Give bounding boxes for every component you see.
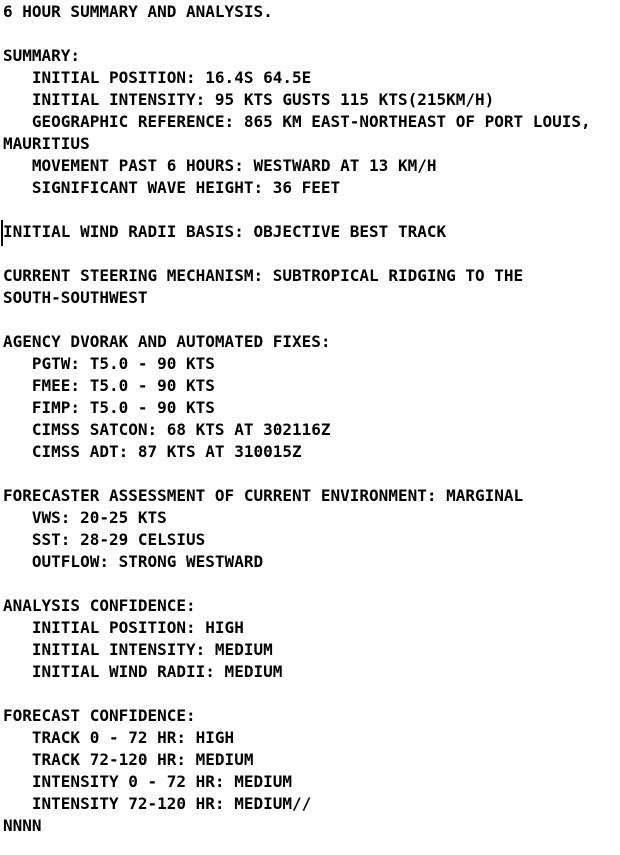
text-line	[3, 683, 616, 705]
text-line	[3, 463, 616, 485]
text-line	[3, 243, 616, 265]
text-line	[3, 199, 616, 221]
text-line: TRACK 72-120 HR: MEDIUM	[3, 750, 254, 769]
text-line: FIMP: T5.0 - 90 KTS	[3, 398, 215, 417]
text-line: FMEE: T5.0 - 90 KTS	[3, 376, 215, 395]
text-line: AGENCY DVORAK AND AUTOMATED FIXES:	[3, 332, 331, 351]
text-line: VWS: 20-25 KTS	[3, 508, 167, 527]
text-line: MAURITIUS	[3, 134, 90, 153]
text-line: CURRENT STEERING MECHANISM: SUBTROPICAL RIDGING TO THE	[3, 266, 524, 285]
text-line: 6 HOUR SUMMARY AND ANALYSIS.	[3, 2, 273, 21]
text-line: PGTW: T5.0 - 90 KTS	[3, 354, 215, 373]
text-line: SIGNIFICANT WAVE HEIGHT: 36 FEET	[3, 178, 341, 197]
text-line: OUTFLOW: STRONG WESTWARD	[3, 552, 264, 571]
text-line: INTENSITY 72-120 HR: MEDIUM//	[3, 794, 312, 813]
text-line: NNNN	[3, 816, 42, 835]
text-line: CIMSS SATCON: 68 KTS AT 302116Z	[3, 420, 331, 439]
text-line: ANALYSIS CONFIDENCE:	[3, 596, 196, 615]
text-line: GEOGRAPHIC REFERENCE: 865 KM EAST-NORTHEAST OF PORT LOUIS,	[3, 112, 591, 131]
text-line: CIMSS ADT: 87 KTS AT 310015Z	[3, 442, 302, 461]
text-line	[3, 573, 616, 595]
text-line: SUMMARY:	[3, 46, 81, 65]
text-line: INITIAL INTENSITY: 95 KTS GUSTS 115 KTS(215KM/H)	[3, 90, 495, 109]
text-line: MOVEMENT PAST 6 HOURS: WESTWARD AT 13 KM/H	[3, 156, 437, 175]
text-line: INITIAL INTENSITY: MEDIUM	[3, 640, 273, 659]
text-line: INITIAL POSITION: 16.4S 64.5E	[3, 68, 312, 87]
text-line: INITIAL POSITION: HIGH	[3, 618, 244, 637]
text-line: SST: 28-29 CELSIUS	[3, 530, 206, 549]
text-line	[3, 23, 616, 45]
text-line: TRACK 0 - 72 HR: HIGH	[3, 728, 235, 747]
text-line: FORECASTER ASSESSMENT OF CURRENT ENVIRONMENT: MARGINAL	[3, 486, 524, 505]
text-line	[3, 309, 616, 331]
text-line: FORECAST CONFIDENCE:	[3, 706, 196, 725]
text-line: INITIAL WIND RADII BASIS: OBJECTIVE BEST TRACK	[3, 221, 616, 243]
text-line: INITIAL WIND RADII: MEDIUM	[3, 662, 283, 681]
text-line: SOUTH-SOUTHWEST	[3, 288, 148, 307]
text-line: INTENSITY 0 - 72 HR: MEDIUM	[3, 772, 292, 791]
